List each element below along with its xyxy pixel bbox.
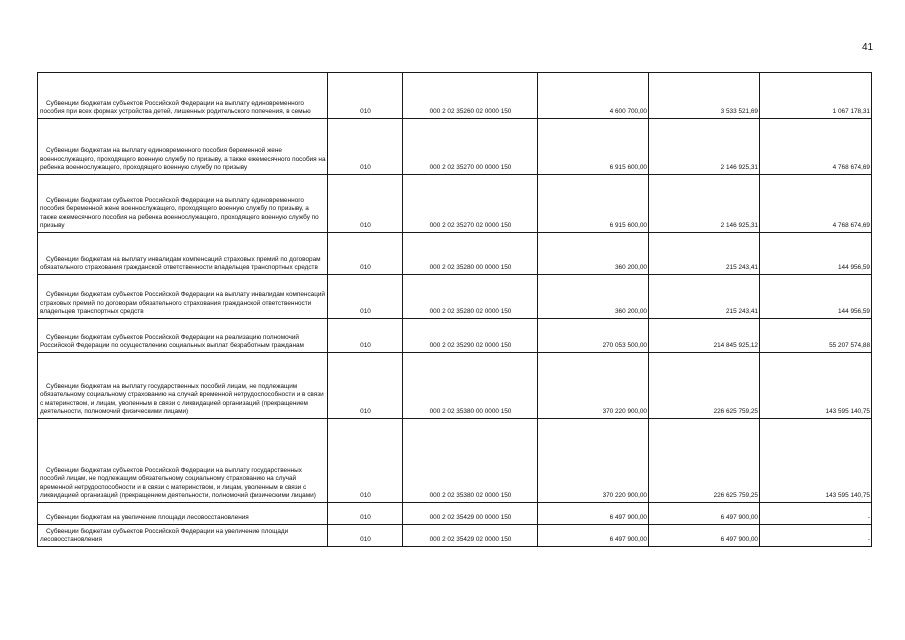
table-row xyxy=(38,419,872,503)
page-number: 41 xyxy=(862,42,874,53)
row-executed: 2 146 925,31 xyxy=(649,175,760,233)
table-row xyxy=(38,233,872,275)
row-name: Субвенции бюджетам субъектов Российской Федерации на реализацию полномочий Российской Федерации по осуществлению социальных выплат безработным гражданам xyxy=(38,319,328,353)
row-remaining: 144 956,59 xyxy=(760,275,872,319)
row-approved: 6 497 900,00 xyxy=(538,525,649,547)
row-executed: 3 533 521,69 xyxy=(649,73,760,119)
row-name: Субвенции бюджетам субъектов Российской Федерации на выплату инвалидам компенсаций страховых премий по договорам обязательного страхования гражданской ответственности владельцев транспортных средств xyxy=(38,275,328,319)
row-approved: 6 497 900,00 xyxy=(538,503,649,525)
row-name: Субвенции бюджетам на выплату государственных пособий лицам, не подлежащим обязательному социальному страхованию на случай временной нетрудоспособности и в связи с материнством, и лицам, уволенным в связи с ликвидацией организаций (прекращением деятельности, полномочий физическими лицами) xyxy=(38,353,328,419)
row-executed: 215 243,41 xyxy=(649,233,760,275)
row-code: 010 xyxy=(328,525,403,547)
row-kbk: 000 2 02 35380 00 0000 150 xyxy=(403,353,538,419)
table-row xyxy=(38,353,872,419)
row-remaining: 143 595 140,75 xyxy=(760,419,872,503)
row-approved: 370 220 900,00 xyxy=(538,353,649,419)
row-approved: 6 915 600,00 xyxy=(538,175,649,233)
row-name: Субвенции бюджетам субъектов Российской Федерации на увеличение площади лесовосстановления xyxy=(38,525,328,547)
row-remaining: 143 595 140,75 xyxy=(760,353,872,419)
row-name: Субвенции бюджетам субъектов Российской Федерации на выплату государственных пособий лицам, не подлежащим обязательному социальному страхованию на случай временной нетрудоспособности и в связи с материнством, и лицам, уволенным в связи с ликвидацией организаций (прекращением деятельности, полномочий физическими лицами) xyxy=(38,419,328,503)
row-remaining: 1 067 178,31 xyxy=(760,73,872,119)
row-name: Субвенции бюджетам субъектов Российской Федерации на выплату единовременного пособия беременной жене военнослужащего, проходящего военную службу по призыву, а также ежемесячного пособия на ребенка военнослужащего, проходящего военную службу по призыву xyxy=(38,175,328,233)
table-row xyxy=(38,119,872,175)
row-name: Субвенции бюджетам на увеличение площади лесовосстановления xyxy=(38,503,328,525)
table-row xyxy=(38,73,872,119)
row-code: 010 xyxy=(328,73,403,119)
row-approved: 360 200,00 xyxy=(538,233,649,275)
row-remaining: 4 768 674,69 xyxy=(760,175,872,233)
table-row xyxy=(38,503,872,525)
row-code: 010 xyxy=(328,503,403,525)
table-row xyxy=(38,525,872,547)
row-remaining: 55 207 574,88 xyxy=(760,319,872,353)
row-approved: 4 600 700,00 xyxy=(538,73,649,119)
row-remaining: 144 956,59 xyxy=(760,233,872,275)
row-kbk: 000 2 02 35280 00 0000 150 xyxy=(403,233,538,275)
row-executed: 2 146 925,31 xyxy=(649,119,760,175)
budget-table xyxy=(37,72,872,547)
row-approved: 370 220 900,00 xyxy=(538,419,649,503)
row-kbk: 000 2 02 35429 02 0000 150 xyxy=(403,525,538,547)
row-executed: 6 497 900,00 xyxy=(649,503,760,525)
row-name: Субвенции бюджетам субъектов Российской Федерации на выплату единовременного пособия при всех формах устройства детей, лишенных родительского попечения, в семью xyxy=(38,73,328,119)
row-executed: 226 625 759,25 xyxy=(649,419,760,503)
row-executed: 214 845 925,12 xyxy=(649,319,760,353)
row-remaining: - xyxy=(760,525,872,547)
row-kbk: 000 2 02 35380 02 0000 150 xyxy=(403,419,538,503)
row-code: 010 xyxy=(328,119,403,175)
table-row xyxy=(38,319,872,353)
row-name: Субвенции бюджетам на выплату единовременного пособия беременной жене военнослужащего, проходящего военную службу по призыву, а также ежемесячного пособия на ребенка военнослужащего, проходящего военную службу по призыву xyxy=(38,119,328,175)
row-code: 010 xyxy=(328,275,403,319)
row-kbk: 000 2 02 35270 02 0000 150 xyxy=(403,175,538,233)
row-code: 010 xyxy=(328,233,403,275)
row-kbk: 000 2 02 35290 02 0000 150 xyxy=(403,319,538,353)
row-approved: 270 053 500,00 xyxy=(538,319,649,353)
row-code: 010 xyxy=(328,319,403,353)
row-name: Субвенции бюджетам на выплату инвалидам компенсаций страховых премий по договорам обязательного страхования гражданской ответственности владельцев транспортных средств xyxy=(38,233,328,275)
row-executed: 6 497 900,00 xyxy=(649,525,760,547)
row-kbk: 000 2 02 35270 00 0000 150 xyxy=(403,119,538,175)
row-executed: 226 625 759,25 xyxy=(649,353,760,419)
row-code: 010 xyxy=(328,353,403,419)
row-approved: 360 200,00 xyxy=(538,275,649,319)
row-code: 010 xyxy=(328,419,403,503)
row-kbk: 000 2 02 35260 02 0000 150 xyxy=(403,73,538,119)
table-row xyxy=(38,175,872,233)
row-approved: 6 915 600,00 xyxy=(538,119,649,175)
table-row xyxy=(38,275,872,319)
row-kbk: 000 2 02 35429 00 0000 150 xyxy=(403,503,538,525)
row-code: 010 xyxy=(328,175,403,233)
row-remaining: - xyxy=(760,503,872,525)
row-kbk: 000 2 02 35280 02 0000 150 xyxy=(403,275,538,319)
row-remaining: 4 768 674,69 xyxy=(760,119,872,175)
row-executed: 215 243,41 xyxy=(649,275,760,319)
